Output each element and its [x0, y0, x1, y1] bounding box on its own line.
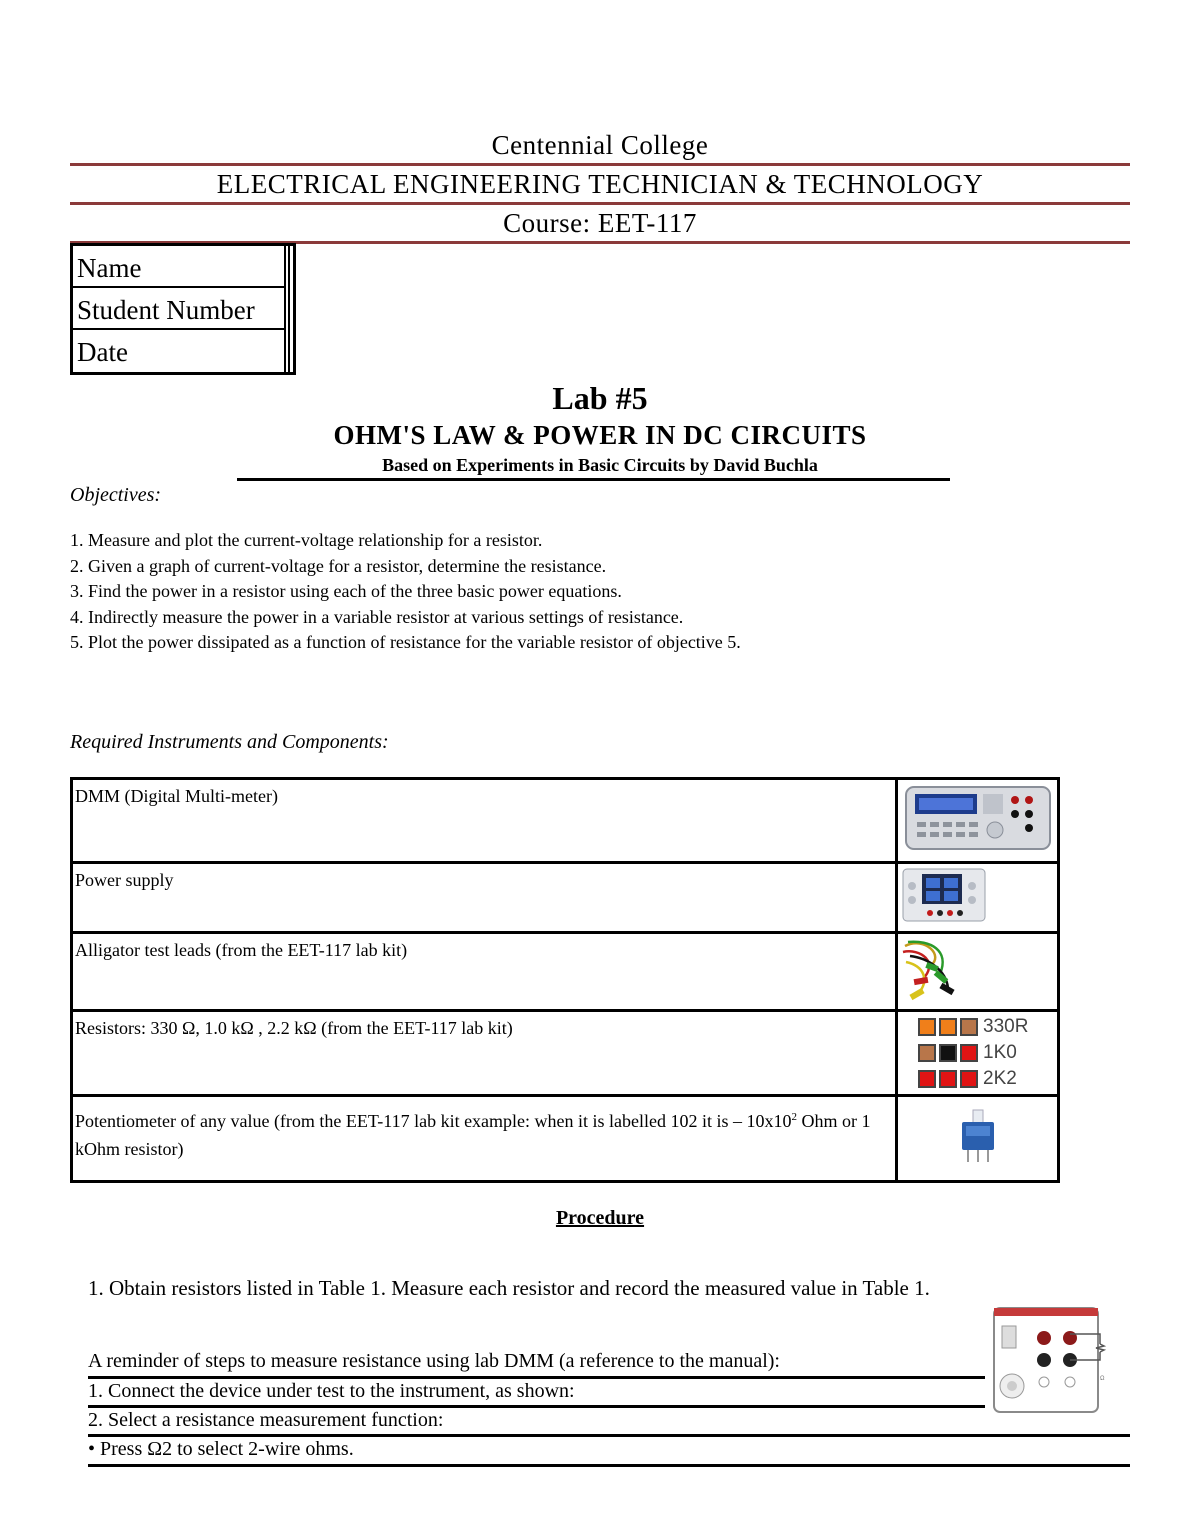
objective-item: 5. Plot the power dissipated as a function of resistance for the variable resistor of objective 5.: [70, 632, 741, 652]
lab-number: Lab #5: [552, 380, 648, 416]
resistor-code-label: 330R: [983, 1016, 1029, 1037]
component-desc-sup: 2: [791, 1111, 798, 1123]
color-band-swatch: [960, 1044, 978, 1062]
reminder-rule: [88, 1376, 985, 1379]
info-box-divider: [284, 246, 290, 372]
table-row: [72, 779, 1059, 863]
dmm-icon: [897, 779, 1059, 863]
component-desc: Resistors: 330 Ω, 1.0 kΩ , 2.2 kΩ (from the EET-117 lab kit): [72, 1011, 897, 1096]
program-name: ELECTRICAL ENGINEERING TECHNICIAN & TECHNOLOGY: [216, 169, 984, 199]
lab-title: OHM'S LAW & POWER IN DC CIRCUITS: [333, 420, 867, 450]
objective-item: 3. Find the power in a resistor using each of the three basic power equations.: [70, 581, 622, 601]
header-rule: [70, 202, 1130, 205]
procedure-heading: Procedure: [555, 1207, 645, 1229]
component-desc: Power supply: [72, 863, 897, 933]
resistor-code-row: [918, 1066, 1055, 1092]
objectives-heading: Objectives:: [70, 484, 162, 506]
resistor-code-row: [918, 1040, 1055, 1066]
reminder-intro: A reminder of steps to measure resistance using lab DMM (a reference to the manual):: [88, 1350, 780, 1372]
color-band-swatch: [960, 1070, 978, 1088]
reminder-step: 2. Select a resistance measurement function:: [88, 1409, 444, 1431]
components-heading: Required Instruments and Components:: [70, 731, 389, 753]
student-info-box: [70, 243, 296, 375]
reminder-step: 1. Connect the device under test to the instrument, as shown:: [88, 1380, 575, 1402]
color-band-swatch: [918, 1070, 936, 1088]
table-row: [72, 933, 1059, 1011]
student-number-field-label: Student Number: [73, 288, 285, 330]
reminder-rule: [88, 1434, 1130, 1437]
objective-item: 1. Measure and plot the current-voltage relationship for a resistor.: [70, 530, 543, 550]
component-desc: [72, 1096, 897, 1182]
reminder-rule: [88, 1405, 985, 1408]
components-table: [70, 777, 1060, 1183]
resistor-code-row: [918, 1014, 1055, 1040]
course-code: Course: EET-117: [503, 208, 697, 238]
alligator-leads-icon: [897, 933, 1059, 1011]
lab-subtitle: Based on Experiments in Basic Circuits by David Buchla: [382, 455, 818, 475]
component-desc: DMM (Digital Multi-meter): [72, 779, 897, 863]
reminder-rule: [88, 1464, 1130, 1467]
reminder-step: • Press Ω2 to select 2-wire ohms.: [88, 1438, 354, 1460]
objective-item: 2. Given a graph of current-voltage for a resistor, determine the resistance.: [70, 555, 607, 576]
table-row: [72, 1096, 1059, 1182]
component-desc-text: Potentiometer of any value (from the EET-117 lab kit example: when it is labelled 102 it is – 10x10: [75, 1111, 792, 1131]
color-band-swatch: [960, 1018, 978, 1036]
objectives-list: [70, 528, 741, 656]
potentiometer-icon: [897, 1096, 1059, 1182]
color-band-swatch: [918, 1044, 936, 1062]
component-desc: Alligator test leads (from the EET-117 lab kit): [72, 933, 897, 1011]
header-rule: [70, 163, 1130, 166]
name-field-label: Name: [73, 246, 285, 288]
resistor-codes-icon: [897, 1011, 1059, 1096]
subtitle-rule: [237, 478, 950, 481]
table-row: [72, 863, 1059, 933]
table-row: [72, 1011, 1059, 1096]
color-band-swatch: [918, 1018, 936, 1036]
date-field-label: Date: [77, 337, 128, 367]
college-name: Centennial College: [491, 130, 709, 160]
color-band-swatch: [939, 1044, 957, 1062]
resistor-code-label: 2K2: [983, 1068, 1017, 1089]
dmm-connection-diagram-icon: [990, 1304, 1130, 1416]
component-desc-text: Ohm or 1 kOhm resistor): [75, 1111, 871, 1159]
svg-text:Ω: Ω: [1100, 1376, 1105, 1382]
objective-item: 4. Indirectly measure the power in a variable resistor at various settings of resistance.: [70, 606, 684, 627]
procedure-step-1: 1. Obtain resistors listed in Table 1. Measure each resistor and record the measured value in Table 1.: [88, 1276, 930, 1300]
color-band-swatch: [939, 1070, 957, 1088]
resistor-code-label: 1K0: [983, 1042, 1017, 1063]
power-supply-icon: [897, 863, 1059, 933]
color-band-swatch: [939, 1018, 957, 1036]
